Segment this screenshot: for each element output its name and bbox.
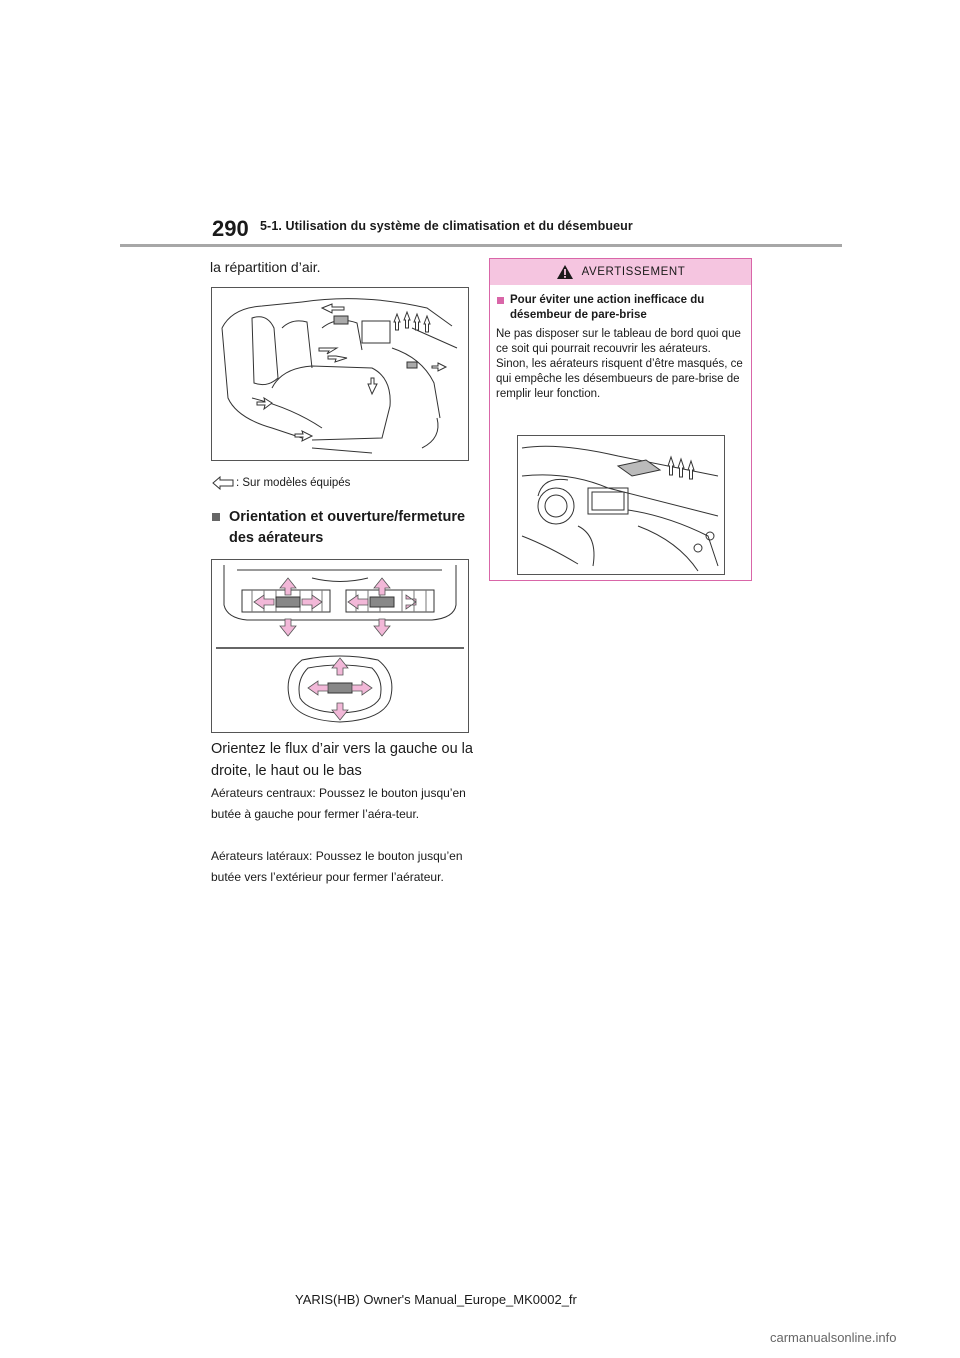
note-side-vents: Aérateurs latéraux: Poussez le bouton jusqu’en butée vers l’extérieur pour fermer l’aérateur.	[211, 849, 463, 884]
subheading	[212, 507, 472, 549]
header-rule	[120, 244, 842, 247]
bullet-square-icon	[212, 513, 220, 521]
warning-box	[489, 258, 752, 581]
footer-manual-id: YARIS(HB) Owner's Manual_Europe_MK0002_fr	[295, 1292, 577, 1307]
note-central-vents: Aérateurs centraux: Poussez le bouton jusqu’en butée à gauche pour fermer l’aéra-teur.	[211, 786, 466, 821]
warning-title: AVERTISSEMENT	[581, 266, 686, 278]
bullet-square-icon	[497, 297, 504, 304]
warning-header	[490, 259, 751, 285]
warning-text: Ne pas disposer sur le tableau de bord quoi que ce soit qui pourrait recouvrir les aérateurs. Sinon, les aérateurs risquent d’être masqués, ce qui empêche les désembueurs de pare-brise de remplir leur fonction.	[496, 328, 743, 400]
dashed-arrow-icon	[212, 476, 234, 490]
legend-text: : Sur modèles équipés	[236, 477, 351, 489]
warning-bullet-text: Pour éviter une action inefficace du désembeur de pare-brise	[510, 294, 705, 321]
page-number: 290	[212, 216, 249, 241]
subheading-text: Orientation et ouverture/fermeture des aérateurs	[229, 509, 466, 546]
warning-triangle-icon	[556, 264, 574, 280]
vent-direction-figure	[211, 559, 469, 733]
intro-text: la répartition d’air.	[210, 259, 321, 275]
airflow-distribution-figure	[211, 287, 469, 461]
defroster-figure	[517, 435, 725, 575]
section-title: 5-1. Utilisation du système de climatisation et du désembueur	[260, 219, 633, 233]
body-text: Orientez le flux d’air vers la gauche ou la droite, le haut ou le bas	[211, 741, 473, 779]
legend	[212, 476, 350, 490]
warning-bullet	[497, 293, 742, 323]
watermark: carmanualsonline.info	[770, 1330, 897, 1345]
